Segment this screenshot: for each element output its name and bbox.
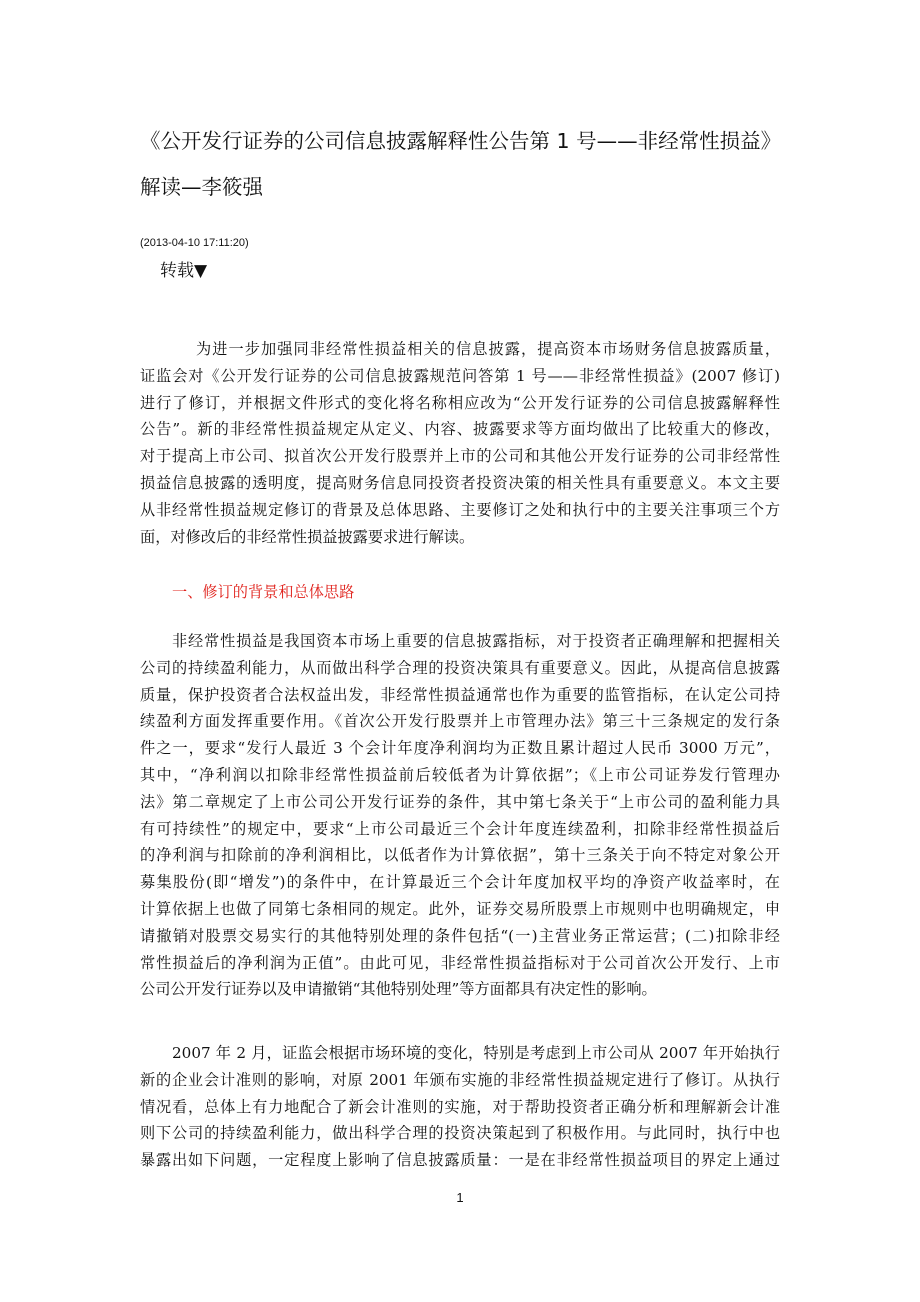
document-title (140, 118, 800, 210)
paragraph-line: 对于提高上市公司、拟首次公开发行股票并上市的公司和其他公开发行证券的公司非经常性 (140, 447, 780, 466)
section-heading: 一、修订的背景和总体思路 (172, 583, 355, 601)
paragraph-line: 计算依据上也做了同第七条相同的规定。此外，证券交易所股票上市规则中也明确规定，申 (140, 899, 780, 918)
paragraph-line: 公告”。新的非经常性损益规定从定义、内容、披露要求等方面均做出了比较重大的修改， (140, 420, 780, 439)
post-timestamp: (2013-04-10 17:11:20) (140, 237, 249, 249)
paragraph-line: 有可持续性”的规定中，要求“上市公司最近三个会计年度连续盈利，扣除非经常性损益后 (140, 819, 780, 838)
paragraph-line: 其中，“净利润以扣除非经常性损益前后较低者为计算依据”；《上市公司证券发行管理办 (140, 765, 780, 784)
paragraph-line: 非经常性损益是我国资本市场上重要的信息披露指标，对于投资者正确理解和把握相关 (172, 632, 780, 650)
page-number: 1 (456, 1190, 464, 1205)
paragraph-line: 的净利润与扣除前的净利润相比，以低者作为计算依据”，第十三条关于向不特定对象公开 (140, 846, 780, 865)
section-paragraph-2 (140, 1040, 780, 1174)
title-line: 《公开发行证券的公司信息披露解释性公告第 1 号——非经常性损益》 (140, 129, 782, 153)
paragraph-line: 公司公开发行证券以及申请撤销“其他特别处理”等方面都具有决定性的影响。 (140, 980, 657, 999)
paragraph-line: 募集股份(即“增发”)的条件中，在计算最近三个会计年度加权平均的净资产收益率时，在 (140, 873, 780, 892)
paragraph-line: 情况看，总体上有力地配合了新会计准则的实施，对于帮助投资者正确分析和理解新会计准 (140, 1097, 780, 1116)
paragraph-line: 为进一步加强同非经常性损益相关的信息披露，提高资本市场财务信息披露质量， (196, 340, 780, 358)
paragraph-line: 暴露出如下问题，一定程度上影响了信息披露质量：一是在非经常性损益项目的界定上通过 (140, 1151, 780, 1170)
paragraph-line: 续盈利方面发挥重要作用。《首次公开发行股票并上市管理办法》第三十三条规定的发行条 (140, 712, 780, 731)
paragraph-line: 件之一，要求“发行人最近 3 个会计年度净利润均为正数且累计超过人民币 3000 万元”， (140, 739, 780, 758)
paragraph-line: 法》第二章规定了上市公司公开发行证券的条件，其中第七条关于“上市公司的盈利能力具 (140, 792, 780, 811)
section-paragraph-1 (140, 628, 780, 1003)
paragraph-line: 则下公司的持续盈利能力，做出科学合理的投资决策起到了积极作用。与此同时，执行中也 (140, 1124, 780, 1143)
paragraph-line: 常性损益后的净利润为正值”。由此可见，非经常性损益指标对于公司首次公开发行、上市 (140, 953, 780, 972)
paragraph-line: 请撤销对股票交易实行的其他特别处理的条件包括“(一)主营业务正常运营；(二)扣除非经 (140, 926, 780, 945)
paragraph-line: 面，对修改后的非经常性损益披露要求进行解读。 (140, 527, 475, 546)
paragraph-line: 质量，保护投资者合法权益出发，非经常性损益通常也作为重要的监管指标，在认定公司持 (140, 685, 780, 704)
paragraph-line: 公司的持续盈利能力，从而做出科学合理的投资决策具有重要意义。因此，从提高信息披露 (140, 658, 780, 677)
repost-toggle[interactable]: 转载▼ (160, 261, 208, 281)
paragraph-line: 证监会对《公开发行证券的公司信息披露规范问答第 1 号——非经常性损益》(2007 修订) (140, 366, 780, 385)
intro-paragraph (140, 336, 780, 550)
paragraph-line: 新的企业会计准则的影响，对原 2001 年颁布实施的非经常性损益规定进行了修订。从执行 (140, 1070, 780, 1089)
paragraph-line: 进行了修订，并根据文件形式的变化将名称相应改为“公开发行证券的公司信息披露解释性 (140, 393, 780, 412)
paragraph-line: 损益信息披露的透明度，提高财务信息同投资者投资决策的相关性具有重要意义。本文主要 (140, 473, 780, 492)
paragraph-line: 2007 年 2 月，证监会根据市场环境的变化，特别是考虑到上市公司从 2007 年开始执行 (172, 1044, 780, 1062)
title-line: 解读—李筱强 (140, 175, 263, 199)
paragraph-line: 从非经常性损益规定修订的背景及总体思路、主要修订之处和执行中的主要关注事项三个方 (140, 500, 780, 519)
